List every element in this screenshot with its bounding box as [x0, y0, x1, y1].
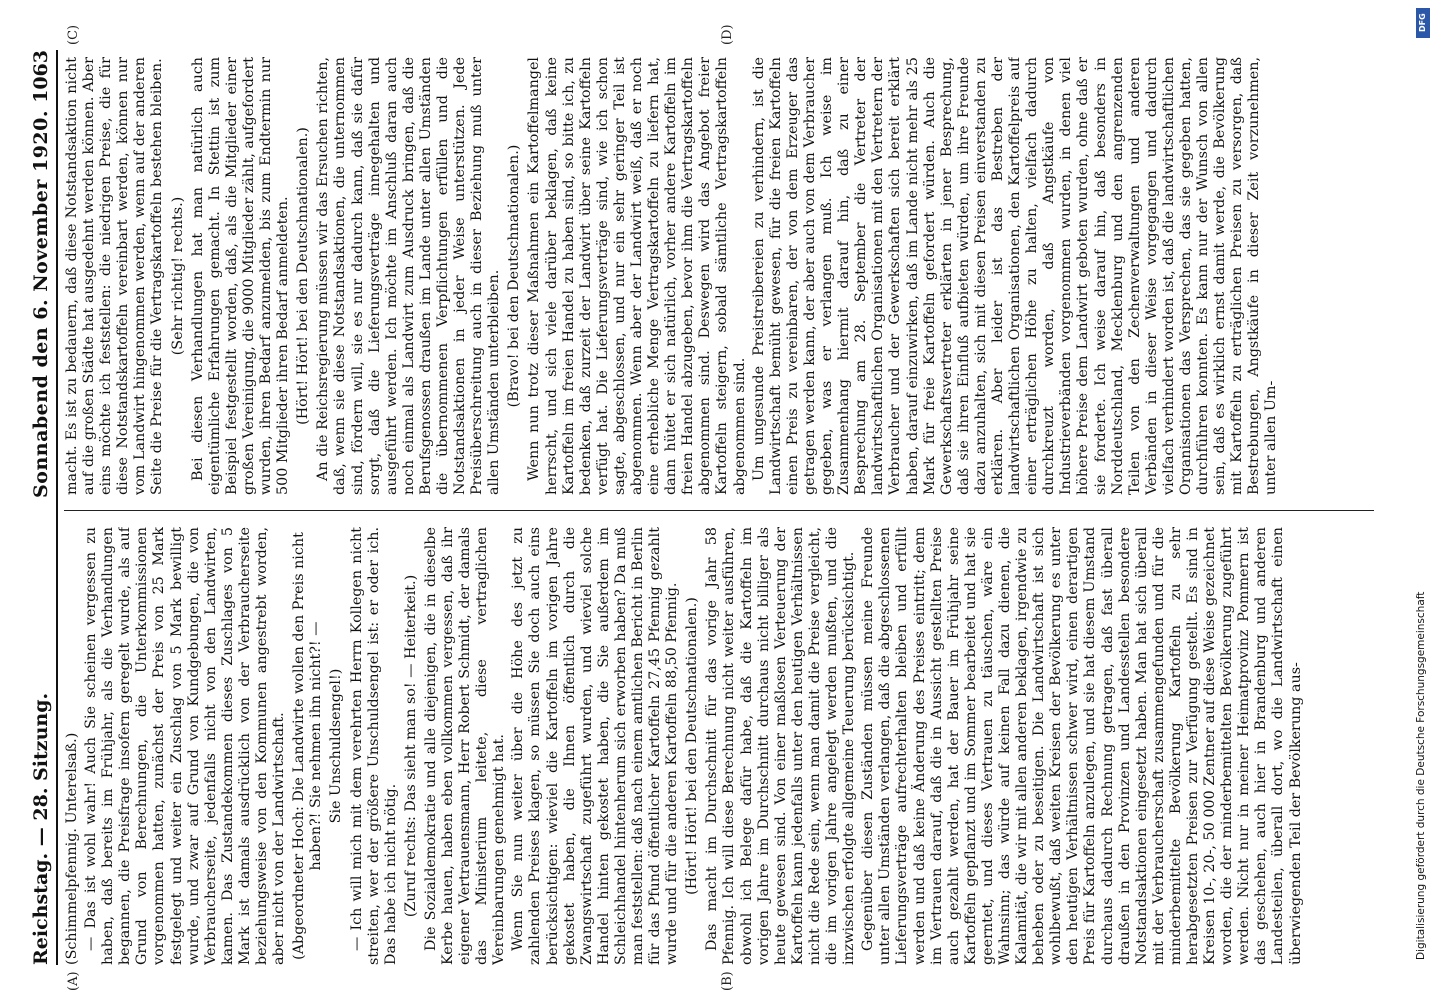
- page-header: [30, 50, 58, 965]
- header-date: Sonnabend den 6. November 1920.: [30, 110, 52, 498]
- right-column-paragraph: Um ungesunde Preistreibereien zu verhindern, ist die Landwirtschaft bemüht gewesen, für die freien Kartoffeln einen Preis zu vereinbaren, der von dem Erzeuger das getragen werden kann, der aber auch von dem Verbraucher gegeben, was er verlangen muß. Ich weise im Zusammenhang hiermit darauf hin, daß zu einer Besprechung am 28. September die Vertreter der landwirtschaftlichen Organisationen mit den Vertretern der Verbraucher und der Gewerkschaften sich bereit erklärt haben, darauf einzuwirken, daß im Lande nicht mehr als 25 Mark für freie Kartoffeln gefordert würden. Auch die Gewerkschaftsvertreter erklärten in jener Besprechung, daß sie ihren Einfluß aufbieten würden, um ihre Freunde dazu anzuhalten, sich mit diesen Preisen einverstanden zu erklären. Aber leider ist das Bestreben der landwirtschaftlichen Organisationen, den Kartoffelpreis auf einer erträglichen Höhe zu halten, vielfach dadurch durchkreuzt worden, daß Angstkäufe von Industrieverbänden vorgenommen wurden, in denen viel höhere Preise dem Landwirt geboten wurden, ohne daß er sie forderte. Ich weise darauf hin, daß besonders in Norddeutschland, Mecklenburg und den angrenzenden Teilen von den Zechenverwaltungen und anderen Verbänden in dieser Weise vorgegangen und dadurch vielfach verhindert worden ist, daß die landwirtschaftlichen Organisationen das Versprechen, das sie gegeben hatten, durchführen konnten. Es kann nur der Wunsch von allen sein, daß es wirklich ernst damit werde, die Bevölkerung mit Kartoffeln zu erträglichen Preisen zu versorgen, daß Bestrebungen, Angstkäufe in dieser Zeit vorzunehmen, unter allen Um-: [750, 57, 1280, 495]
- right-column-paragraph: Wenn nun trotz dieser Maßnahmen ein Kartoffelmangel herrscht, und sich viele darüber beklagen, daß keine Kartoffeln im freien Handel zu haben sind, so bitte ich, zu bedenken, daß zurzeit der Landwirt über seine Kartoffeln verfügt hat. Die Lieferungsverträge sind, wie ich schon sagte, abgeschlossen, und nur ein sehr geringer Teil ist abgenommen. Wenn aber der Landwirt weiß, daß er noch eine erhebliche Menge Vertragskartoffeln zu liefern hat, dann hütet er sich natürlich, vorher andere Kartoffeln im freien Handel abzugeben, bevor ihm die Vertragskartoffeln abgenommen sind. Deswegen wird das Angebot freier Kartoffeln steigern, sobald sämtliche Vertragskartoffeln abgenommen sind.: [526, 57, 748, 495]
- left-column-paragraph: Die Sozialdemokratie und alle diejenigen, die in dieselbe Kerbe hauen, haben eben vollkommen vergessen, daß ihr eigener Vertrauensmann, Herr Robert Schmidt, der damals das Ministerium leitete, diese vertraglichen Vereinbarungen genehmigt hat.: [422, 527, 508, 965]
- right-column-paragraph: Bei diesen Verhandlungen hat man natürlich auch eigentümliche Erfahrungen gemacht. In Stettin ist zum Beispiel festgestellt worden, daß, als die Mitglieder einer großen Vereinigung, die 9000 Mitglieder zählt, aufgefordert wurden, ihren Bedarf anzumelden, bis zum Endtermin nur 500 Mitglieder ihren Bedarf anmeldeten.: [189, 57, 292, 495]
- right-column-paragraph: (Hört! Hört! bei den Deutschnationalen.): [295, 127, 312, 425]
- left-column-paragraph: (Abgeordneter Hoch: Die Landwirte wollen den Preis nicht haben?! Sie nehmen ihn nicht?! —: [291, 532, 325, 960]
- right-column: [64, 57, 1374, 495]
- left-column-paragraph: — Das ist wohl wahr! Auch Sie scheinen vergessen zu haben, daß bereits im Frühjahr, als die Verhandlungen begannen, die Preisfrage insofern geregelt wurde, als auf Grund von Berechnungen, die Unterkommissionen vorgenommen hatten, zunächst der Preis von 25 Mark festgelegt und weiter ein Zuschlag von 5 Mark bewilligt wurde, und zwar auf Grund von Kundgebungen, die von Verbraucherseite, jedenfalls nicht von den Landwirten, kamen. Das Zustandekommen dieses Zuschlages von 5 Mark ist damals ausdrücklich von der Verbraucherseite beziehungsweise von den Kommunen angestrebt worden, aber nicht von der Landwirtschaft.: [83, 527, 288, 965]
- left-column: [64, 527, 1374, 965]
- column-divider: [64, 510, 1374, 511]
- left-column-paragraph: Das macht im Durchschnitt für das vorige Jahr 58 Pfennig. Ich will diese Berechnung nicht weiter ausführen, obwohl ich Belege dafür habe, daß die Kartoffeln im vorigen Jahre im Durchschnitt durchaus nicht billiger als heute gewesen sind. Von einer maßlosen Verteuerung der Kartoffeln kann jedenfalls unter den heutigen Verhältnissen nicht die Rede sein, wenn man damit die Preise vergleicht, die im vorigen Jahre angelegt werden mußten, und die inzwischen erfolgte allgemeine Teuerung berücksichtigt.: [704, 527, 858, 965]
- right-column-paragraph: (Sehr richtig! rechts.): [169, 196, 186, 356]
- left-column-paragraph: (Hört! Hört! bei den Deutschnationalen.): [684, 597, 701, 895]
- right-column-paragraph: macht. Es ist zu bedauern, daß diese Notstandsaktion nicht auf die großen Städte hat ausgedehnt werden können. Aber eins möchte ich feststellen: die niedrigen Preise, die für diese Notstandskartoffeln vereinbart werden, können nur vom Landwirt hingenommen werden, wenn auf der anderen Seite die Preise für die Vertragskartoffeln bestehen bleiben.: [64, 57, 166, 495]
- dfg-logo: DFG: [1416, 8, 1430, 38]
- margin-marker-d: (D): [720, 24, 735, 45]
- left-column-paragraph: — Ich will mich mit dem verehrten Herrn Kollegen nicht streiten, wer der größere Unschuldsengel ist: er oder ich. Das habe ich nicht nötig.: [348, 527, 399, 965]
- funding-text: Digitalisierung gefördert durch die Deutsche Forschungsgemeinschaft: [1415, 591, 1427, 960]
- margin-marker-a: (A): [66, 971, 81, 991]
- left-column-paragraph: Sie Unschuldsengel!): [328, 668, 345, 824]
- funding-note: [1412, 40, 1430, 960]
- right-column-paragraph: An die Reichsregierung müssen wir das Ersuchen richten, daß, wenn sie diese Notstandsaktionen, die unternommen sind, fördern will, sie es nur dadurch kann, daß sie dafür sorgt, daß die Lieferungsverträge innegehalten und ausgeführt werden. Ich möchte im Anschluß daran auch noch einmal als Landwirt zum Ausdruck bringen, daß die Berufsgenossen draußen im Lande unter allen Umständen die übernommenen Verpflichtungen erfüllen und die Notstandsaktionen in jeder Weise unterstützen. Jede Preisüberschreitung auch in dieser Beziehung muß unter allen Umständen unterbleiben.: [315, 57, 503, 495]
- newspaper-page: [30, 24, 1390, 991]
- left-column-paragraph: Wenn Sie nun weiter über die Höhe des jetzt zu zahlenden Preises klagen, so müssen Sie doch auch eins berücksichtigen: wieviel die Kartoffeln im vorigen Jahre gekostet haben, die Ihnen öffentlich durch die Zwangswirtschaft zugeführt wurden, und wieviel solche Handel hinten gekostet haben, die Sie außerdem im Schleichhandel hintenherum sich erworben haben? Da muß man feststellen: daß nach einem amtlichen Bericht in Berlin für das Pfund öffentlicher Kartoffeln 27,45 Pfennig gezahlt wurde und für die anderen Kartoffeln 88,50 Pfennig.: [510, 527, 681, 965]
- header-title: Reichstag. — 28. Sitzung.: [30, 692, 52, 965]
- right-column-paragraph: (Bravo! bei den Deutschnationalen.): [506, 144, 523, 408]
- left-column-paragraph: Gegenüber diesen Zuständen müssen meine Freunde unter allen Umständen verlangen, daß die abgeschlossenen Lieferungsverträge aufrechterhalten bleiben und erfüllt werden und daß keine Änderung des Preises eintritt; denn im Vertrauen darauf, daß die in Aussicht gestellten Preise auch gezahlt werden, hat der Bauer im Frühjahr seine Kartoffeln gepflanzt und im Sommer bearbeitet und hat sie geerntet, und dieses Vertrauen zu täuschen, wäre ein Wahnsinn; das würde auf keinen Fall dazu dienen, die Kalamität, die wir mit allen anderen beklagen, irgendwie zu beheben oder zu beseitigen. Die Landwirtschaft ist sich wohlbewußt, daß weiten Kreisen der Bevölkerung es unter den heutigen Verhältnissen schwer wird, einen derartigen Preis für Kartoffeln anzulegen, und sie hat diesem Umstand durchaus dadurch Rechnung getragen, daß fast überall draußen in den Provinzen und Landesstellen besondere Notstandsaktionen eingesetzt haben. Man hat sich überall mit der Verbraucherschaft zusammengefunden und für die minderbemittelte Bevölkerung Kartoffeln zu sehr herabgesetzten Preisen zur Verfügung gestellt. Es sind in Kreisen 10-, 20-, 50 000 Zentner auf diese Weise gezeichnet worden, die der minderbemittelten Bevölkerung zugeführt werden. Nicht nur in meiner Heimatprovinz Pommern ist das geschehen, auch hier in Brandenburg und anderen Landesteilen, überall dort, wo die Landwirtschaft einen überwiegenden Teil der Bevölkerung aus-: [860, 527, 1304, 965]
- margin-marker-c: (C): [66, 24, 81, 45]
- left-column-paragraph: (Zuruf rechts: Das sieht man so! — Heiterkeit.): [402, 574, 419, 918]
- page-number: 1063: [30, 50, 52, 103]
- margin-marker-b: (B): [720, 971, 735, 991]
- left-column-paragraph: (Schimmelpfennig. Unterelsaß.): [64, 732, 80, 965]
